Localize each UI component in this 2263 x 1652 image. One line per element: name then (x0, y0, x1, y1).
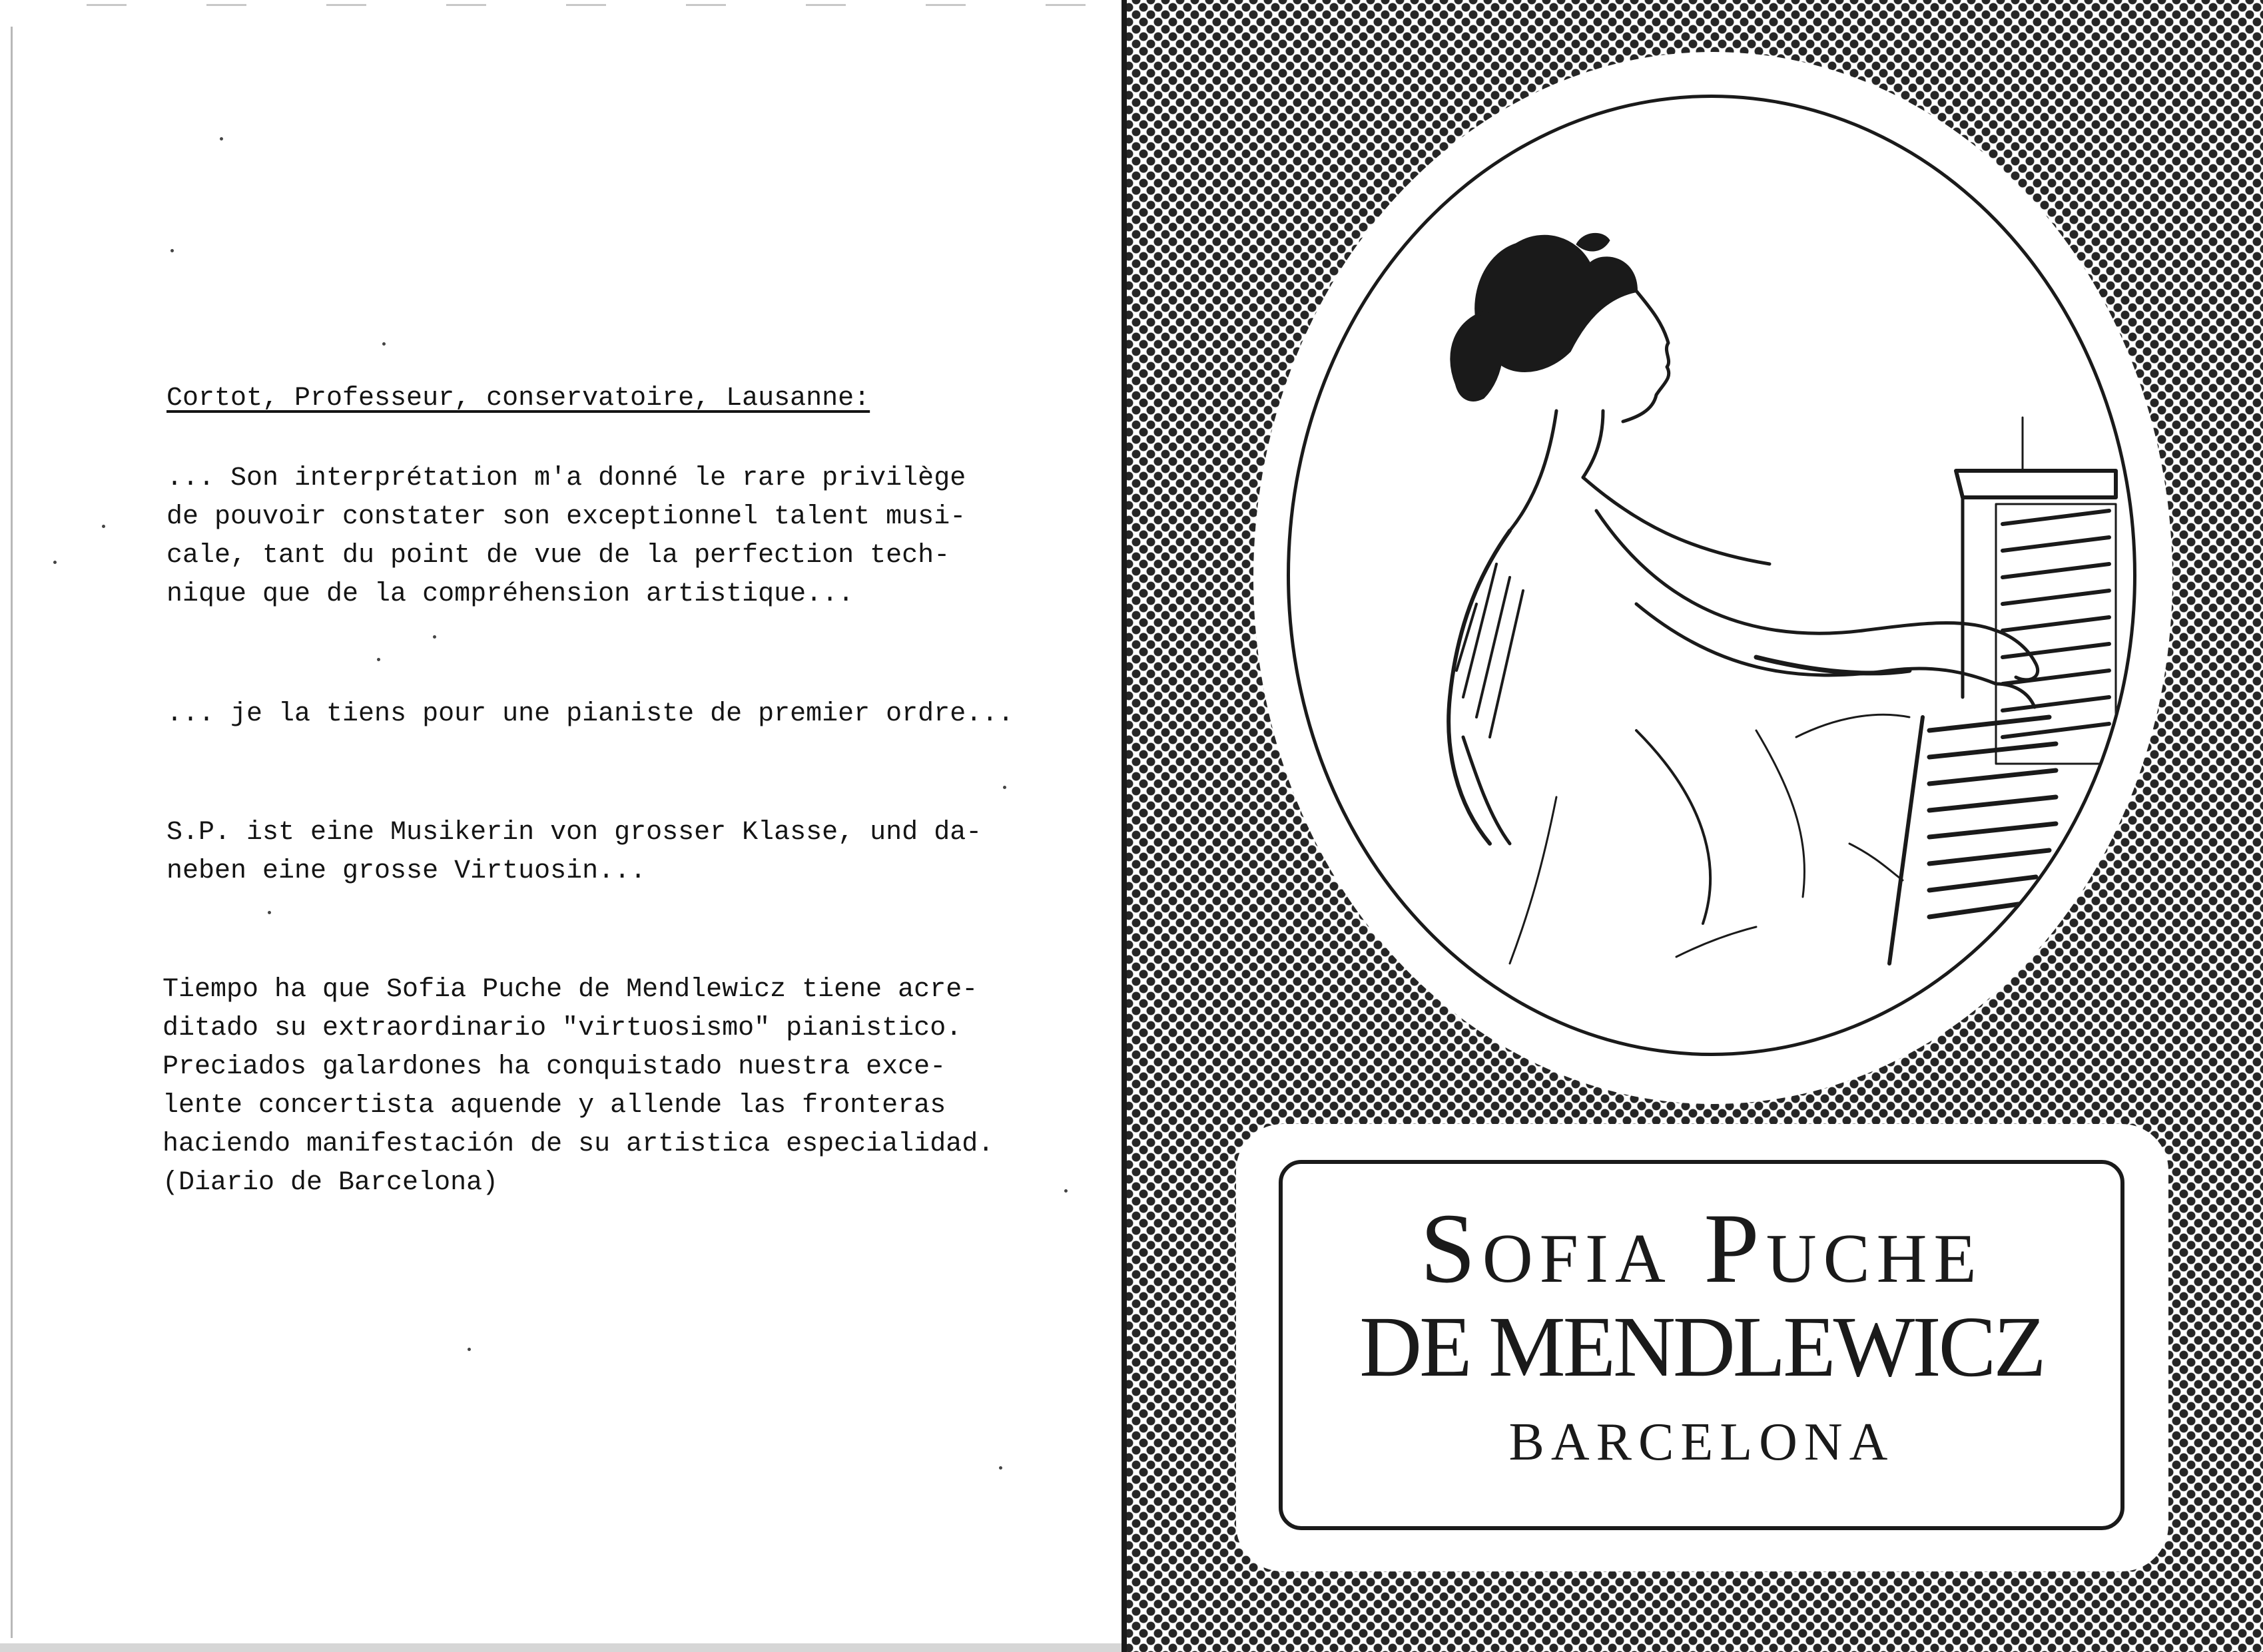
paper-speck (377, 658, 380, 661)
quote-paragraph-german: S.P. ist eine Musikerin von grosser Klasse, und da- neben eine grosse Virtuosin... (166, 818, 982, 886)
paper-speck (382, 342, 386, 346)
cover-title-surname: DE MENDLEWICZ (1359, 1299, 2044, 1395)
paper-speck (1064, 1189, 1068, 1193)
quote-paragraph-french-1: ... Son interprétation m'a donné le rare privilège de pouvoir constater son exceptionnel talent musi- cale, tant du point de vue de la perfection tech- nique que de la compréhension artistique... (166, 463, 966, 609)
page-left-edge (11, 27, 13, 1638)
cover-title-name: Sofia Puche (1420, 1193, 1983, 1304)
left-page (0, 0, 1122, 1652)
paper-speck (1003, 786, 1006, 789)
oval-portrait-frame (1287, 95, 2136, 1056)
quote-paragraph-spanish: Tiempo ha que Sofia Puche de Mendlewicz tiene acre- ditado su extraordinario "virtuosismo" pianistico. Preciados galardones ha conquistado nuestra exce- lente concertista aquende y allende las fronteras haciendo manifestación de su artistica especialidad. (Diario de Barcelona) (162, 975, 994, 1198)
paper-speck (53, 561, 57, 564)
page-bottom-edge (0, 1643, 1122, 1652)
cover-subtitle-city: BARCELONA (1508, 1413, 1895, 1472)
quote-heading: Cortot, Professeur, conservatoire, Lausanne: (166, 384, 870, 413)
paper-speck (170, 249, 174, 252)
cover-page (1122, 0, 2263, 1652)
paper-speck (999, 1466, 1002, 1470)
page-top-edge (87, 4, 1086, 6)
paper-speck (102, 525, 105, 528)
paper-speck (468, 1348, 471, 1351)
title-plate (1279, 1160, 2124, 1530)
paper-speck (433, 635, 436, 639)
paper-speck (220, 137, 223, 140)
paper-speck (268, 911, 271, 914)
quote-paragraph-french-2: ... je la tiens pour une pianiste de premier ordre... (166, 699, 1014, 729)
pianist-portrait-icon (1290, 98, 2133, 1053)
cover-gutter (1122, 0, 1127, 1652)
